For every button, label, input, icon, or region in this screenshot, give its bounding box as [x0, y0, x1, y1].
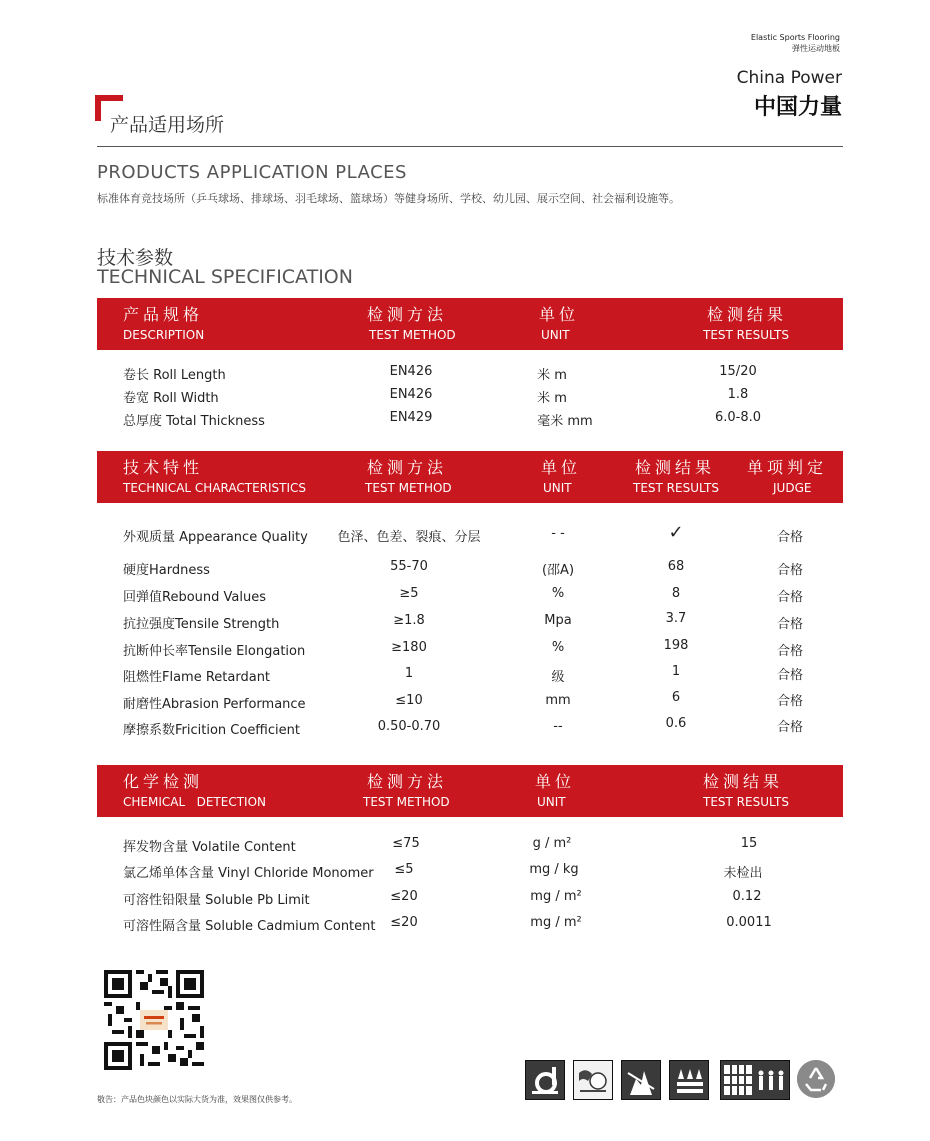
row-desc: 硬度Hardness [123, 563, 210, 578]
row-desc: 外观质量 Appearance Quality [123, 530, 308, 545]
row-unit: 米 m [537, 391, 567, 406]
row-result: 0.0011 [726, 915, 772, 930]
header-result-cn: 检测结果 [707, 305, 788, 324]
spec-heading-en: TECHNICAL SPECIFICATION [97, 266, 353, 288]
row-result: 6 [671, 690, 681, 705]
header-unit-en: UNIT [537, 795, 566, 809]
header-unit-en: UNIT [543, 481, 572, 495]
row-desc: 卷宽 Roll Width [123, 391, 219, 406]
row-judge: 合格 [776, 694, 804, 709]
row-unit: 米 m [537, 368, 567, 383]
brand-name-cn: 中国力量 [753, 95, 842, 120]
wear-resistant-icon [720, 1060, 790, 1100]
row-desc: 挥发物含量 Volatile Content [123, 840, 296, 855]
row-method: 1 [404, 666, 414, 681]
row-result: 1 [671, 664, 681, 679]
moisture-resistant-icon [669, 1060, 709, 1100]
header-desc-en: DESCRIPTION [123, 328, 205, 342]
row-method: ≤20 [390, 889, 418, 904]
header-desc-cn: 化学检测 [123, 772, 204, 791]
header-unit-cn: 单位 [541, 458, 582, 477]
row-result: 198 [663, 638, 689, 653]
row-method: EN429 [389, 410, 433, 425]
row-judge: 合格 [776, 668, 804, 683]
row-result: 3.7 [665, 611, 687, 626]
brand-subtitle-en: Elastic Sports Flooring [750, 33, 840, 42]
row-unit: g / m² [532, 836, 572, 851]
row-unit: (邵A) [541, 563, 575, 578]
row-method: ≥1.8 [393, 613, 425, 628]
row-unit: 毫米 mm [537, 414, 593, 429]
applications-description: 标准体育竞技场所（乒乓球场、排球场、羽毛球场、篮球场）等健身场所、学校、幼儿园、展示空间、社会福利设施等。 [97, 192, 680, 205]
row-desc: 耐磨性Abrasion Performance [123, 697, 306, 712]
row-desc: 可溶性铅限量 Soluble Pb Limit [123, 893, 310, 908]
row-method: ≤10 [395, 693, 423, 708]
header-desc-cn: 产品规格 [123, 305, 204, 324]
row-method: ≤20 [390, 915, 418, 930]
row-unit: mg / m² [530, 915, 582, 930]
recyclable-icon [797, 1060, 835, 1098]
header-desc-en: TECHNICAL CHARACTERISTICS [123, 481, 307, 495]
header-unit-en: UNIT [541, 328, 570, 342]
row-judge: 合格 [776, 530, 804, 545]
row-method: EN426 [389, 364, 433, 379]
row-method: 0.50-0.70 [377, 719, 441, 734]
row-unit: mg / m² [530, 889, 582, 904]
row-result: 6.0-8.0 [714, 410, 762, 425]
chem-table-header [97, 765, 843, 817]
row-desc: 抗拉强度Tensile Strength [123, 617, 280, 632]
header-desc-cn: 技术特性 [123, 458, 204, 477]
row-unit: % [551, 640, 565, 655]
row-method: EN426 [389, 387, 433, 402]
row-result: 15/20 [719, 364, 757, 379]
row-result: ✓ [668, 522, 684, 543]
header-method-en: TEST METHOD [369, 328, 456, 342]
row-unit: -- [553, 719, 563, 734]
header-desc-en: CHEMICAL DETECTION [123, 795, 266, 809]
row-judge: 合格 [776, 617, 804, 632]
header-method-en: TEST METHOD [365, 481, 452, 495]
brand-name-en: China Power [736, 68, 842, 88]
row-desc: 回弹值Rebound Values [123, 590, 266, 605]
row-result: 1.8 [727, 387, 749, 402]
row-result: 15 [740, 836, 758, 851]
fire-resistant-icon [621, 1060, 661, 1100]
header-result-cn: 检测结果 [635, 458, 716, 477]
header-method-cn: 检测方法 [367, 305, 448, 324]
row-judge: 合格 [776, 644, 804, 659]
row-unit: Mpa [544, 613, 572, 628]
header-method-cn: 检测方法 [367, 458, 448, 477]
row-method: 色泽、色差、裂痕、分层 [337, 530, 481, 545]
row-method: 55-70 [390, 559, 428, 574]
row-unit: mm [545, 693, 571, 708]
row-desc: 阻燃性Flame Retardant [123, 670, 271, 685]
slip-resistant-icon [573, 1060, 613, 1100]
tech-table-header [97, 451, 843, 503]
row-unit: % [551, 586, 565, 601]
corner-accent-top [95, 95, 123, 101]
row-method: ≥5 [399, 586, 419, 601]
row-result: 未检出 [723, 866, 763, 881]
brand-subtitle-cn: 弹性运动地板 [792, 44, 840, 53]
row-desc: 可溶性隔含量 Soluble Cadmium Content [123, 919, 376, 934]
row-desc: 卷长 Roll Length [123, 368, 226, 383]
header-method-en: TEST METHOD [363, 795, 450, 809]
row-judge: 合格 [776, 563, 804, 578]
applications-title: PRODUCTS APPLICATION PLACES [97, 162, 407, 183]
row-result: 0.12 [732, 889, 762, 904]
header-unit-cn: 单位 [535, 772, 576, 791]
dust-resistant-icon [525, 1060, 565, 1100]
row-judge: 合格 [776, 590, 804, 605]
row-method: ≤5 [394, 862, 414, 877]
qr-code [104, 970, 204, 1070]
row-result: 0.6 [665, 716, 687, 731]
header-judge-en: JUDGE [773, 481, 812, 495]
header-judge-cn: 单项判定 [747, 458, 828, 477]
divider [97, 146, 843, 147]
row-desc: 摩擦系数Fricition Coefficient [123, 723, 300, 738]
page-heading: 产品适用场所 [110, 114, 225, 136]
row-judge: 合格 [776, 720, 804, 735]
row-desc: 总厚度 Total Thickness [123, 414, 265, 429]
header-result-en: TEST RESULTS [703, 328, 789, 342]
row-desc: 抗断仲长率Tensile Elongation [123, 644, 306, 659]
header-method-cn: 检测方法 [367, 772, 448, 791]
header-unit-cn: 单位 [539, 305, 580, 324]
spec-heading-cn: 技术参数 [97, 247, 174, 269]
row-unit: mg / kg [529, 862, 579, 877]
row-method: ≤75 [392, 836, 420, 851]
header-result-en: TEST RESULTS [703, 795, 789, 809]
row-desc: 氯乙烯单体含量 Vinyl Chloride Monomer [123, 866, 374, 881]
brand-subtitle [751, 32, 840, 54]
row-result: 68 [667, 559, 685, 574]
row-unit: 级 [551, 670, 565, 685]
spec-table-header [97, 298, 843, 350]
row-result: 8 [671, 586, 681, 601]
footer-note: 敬告：产品色块颜色以实际大货为准，效果图仅供参考。 [97, 1095, 297, 1104]
header-result-en: TEST RESULTS [633, 481, 719, 495]
row-unit: - - [551, 526, 565, 541]
header-result-cn: 检测结果 [703, 772, 784, 791]
row-method: ≥180 [391, 640, 427, 655]
